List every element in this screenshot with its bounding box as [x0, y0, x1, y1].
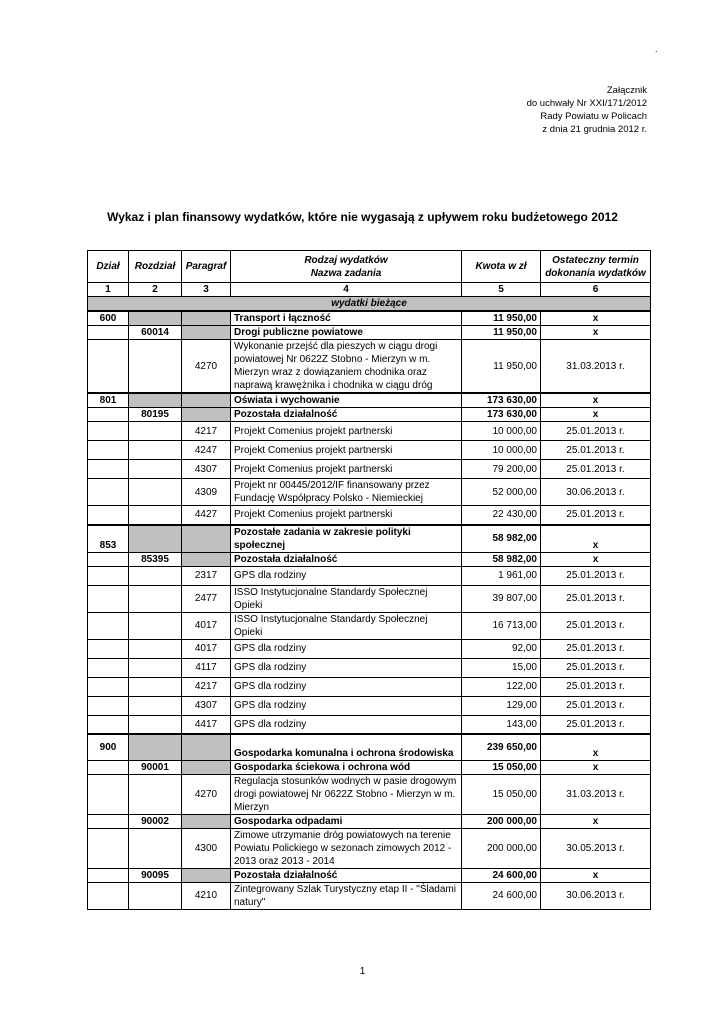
cell-paragraf: 4300 — [182, 828, 231, 868]
cell-kwota: 79 200,00 — [462, 460, 541, 479]
cell-termin: 25.01.2013 r. — [541, 441, 651, 460]
cell-paragraf: 2317 — [182, 566, 231, 585]
table-row — [88, 422, 651, 441]
cell-dzial — [88, 422, 129, 441]
cell-dzial: 801 — [88, 393, 129, 408]
cell-paragraf — [182, 552, 231, 566]
table-row — [88, 774, 651, 814]
cell-rozdzial — [129, 311, 182, 326]
corner-mark: . — [655, 44, 658, 54]
cell-name: Transport i łączność — [231, 311, 462, 326]
cell-paragraf: 4270 — [182, 774, 231, 814]
cell-paragraf — [182, 760, 231, 774]
cell-dzial — [88, 340, 129, 394]
cell-dzial — [88, 506, 129, 525]
cell-dzial — [88, 814, 129, 828]
cell-dzial — [88, 639, 129, 658]
cell-termin: 31.03.2013 r. — [541, 774, 651, 814]
table-row — [88, 311, 651, 326]
cell-rozdzial — [129, 422, 182, 441]
cell-termin: x — [541, 814, 651, 828]
cell-name: Pozostała działalność — [231, 408, 462, 422]
table-row — [88, 566, 651, 585]
cell-rozdzial — [129, 774, 182, 814]
cell-kwota: 52 000,00 — [462, 479, 541, 506]
header-paragraf: Paragraf — [182, 251, 231, 283]
table-row — [88, 408, 651, 422]
cell-dzial — [88, 612, 129, 639]
cell-kwota: 22 430,00 — [462, 506, 541, 525]
cell-kwota: 16 713,00 — [462, 612, 541, 639]
cell-paragraf — [182, 734, 231, 760]
cell-dzial — [88, 696, 129, 715]
cell-rozdzial — [129, 585, 182, 612]
cell-kwota: 10 000,00 — [462, 441, 541, 460]
cell-rozdzial — [129, 566, 182, 585]
cell-kwota: 11 950,00 — [462, 326, 541, 340]
cell-kwota: 15 050,00 — [462, 774, 541, 814]
cell-paragraf — [182, 525, 231, 553]
cell-kwota: 24 600,00 — [462, 882, 541, 909]
cell-kwota: 24 600,00 — [462, 868, 541, 882]
cell-name: ISSO Instytucjonalne Standardy Społecznej Opieki — [231, 585, 462, 612]
cell-paragraf: 4427 — [182, 506, 231, 525]
cell-name: GPS dla rodziny — [231, 639, 462, 658]
cell-paragraf — [182, 814, 231, 828]
table-row — [88, 340, 651, 394]
cell-dzial — [88, 326, 129, 340]
expenditure-table — [87, 250, 651, 910]
header-termin — [541, 251, 651, 283]
header-termin-line2: dokonania wydatków — [545, 267, 646, 279]
cell-paragraf: 4309 — [182, 479, 231, 506]
cell-termin: 30.05.2013 r. — [541, 828, 651, 868]
cell-rozdzial — [129, 479, 182, 506]
cell-paragraf — [182, 393, 231, 408]
cell-dzial — [88, 715, 129, 734]
cell-name: GPS dla rodziny — [231, 696, 462, 715]
cell-paragraf: 4210 — [182, 882, 231, 909]
cell-name: Projekt Comenius projekt partnerski — [231, 441, 462, 460]
page-number: 1 — [359, 966, 366, 977]
cell-dzial — [88, 585, 129, 612]
cell-termin: 25.01.2013 r. — [541, 566, 651, 585]
cell-name: Zintegrowany Szlak Turystyczny etap II - "Śladami natury" — [231, 882, 462, 909]
cell-name: Drogi publiczne powiatowe — [231, 326, 462, 340]
cell-dzial — [88, 677, 129, 696]
cell-termin: x — [541, 525, 651, 553]
cell-kwota: 58 982,00 — [462, 552, 541, 566]
cell-rozdzial: 85395 — [129, 552, 182, 566]
cell-kwota: 58 982,00 — [462, 525, 541, 553]
cell-paragraf: 4307 — [182, 696, 231, 715]
table-row — [88, 525, 651, 553]
cell-termin: 25.01.2013 r. — [541, 639, 651, 658]
cell-kwota: 173 630,00 — [462, 393, 541, 408]
cell-name: Projekt nr 00445/2012/IF finansowany przez Fundację Współpracy Polsko - Niemieckiej — [231, 479, 462, 506]
cell-name: GPS dla rodziny — [231, 658, 462, 677]
cell-rozdzial — [129, 639, 182, 658]
cell-termin: 31.03.2013 r. — [541, 340, 651, 394]
cell-rozdzial — [129, 696, 182, 715]
cell-kwota: 10 000,00 — [462, 422, 541, 441]
cell-paragraf: 4017 — [182, 612, 231, 639]
cell-paragraf — [182, 408, 231, 422]
cell-dzial — [88, 774, 129, 814]
cell-rozdzial: 60014 — [129, 326, 182, 340]
table-row — [88, 734, 651, 760]
cell-paragraf — [182, 868, 231, 882]
cell-dzial: 600 — [88, 311, 129, 326]
cell-name: Gospodarka komunalna i ochrona środowiska — [231, 734, 462, 760]
table-row — [88, 828, 651, 868]
cell-termin: x — [541, 552, 651, 566]
cell-kwota: 39 807,00 — [462, 585, 541, 612]
cell-rozdzial — [129, 828, 182, 868]
cell-name: Pozostała działalność — [231, 552, 462, 566]
cell-name: Projekt Comenius projekt partnerski — [231, 506, 462, 525]
attachment-line: Załącznik — [606, 85, 647, 96]
cell-kwota: 1 961,00 — [462, 566, 541, 585]
cell-rozdzial — [129, 882, 182, 909]
column-number: 6 — [541, 283, 651, 297]
table-row — [88, 460, 651, 479]
cell-kwota: 200 000,00 — [462, 814, 541, 828]
header-dzial: Dział — [88, 251, 129, 283]
cell-termin: x — [541, 393, 651, 408]
cell-name: Oświata i wychowanie — [231, 393, 462, 408]
cell-rozdzial — [129, 612, 182, 639]
cell-dzial — [88, 552, 129, 566]
cell-rozdzial — [129, 525, 182, 553]
table-row — [88, 612, 651, 639]
cell-termin: x — [541, 734, 651, 760]
cell-termin: 25.01.2013 r. — [541, 677, 651, 696]
column-number: 2 — [129, 283, 182, 297]
cell-dzial — [88, 479, 129, 506]
cell-kwota: 239 650,00 — [462, 734, 541, 760]
section-label: wydatki bieżące — [88, 297, 651, 312]
cell-termin: x — [541, 868, 651, 882]
cell-dzial — [88, 868, 129, 882]
column-number-row — [88, 283, 651, 297]
cell-dzial — [88, 828, 129, 868]
table-row — [88, 441, 651, 460]
cell-dzial — [88, 441, 129, 460]
cell-paragraf: 4217 — [182, 677, 231, 696]
cell-paragraf: 2477 — [182, 585, 231, 612]
table-row — [88, 585, 651, 612]
cell-dzial — [88, 566, 129, 585]
cell-kwota: 143,00 — [462, 715, 541, 734]
column-number: 3 — [182, 283, 231, 297]
cell-kwota: 173 630,00 — [462, 408, 541, 422]
cell-name: Zimowe utrzymanie dróg powiatowych na terenie Powiatu Polickiego w sezonach zimowych 2012 - 2013 oraz 2013 - 2014 — [231, 828, 462, 868]
cell-rozdzial: 90095 — [129, 868, 182, 882]
cell-dzial — [88, 460, 129, 479]
cell-name: Regulacja stosunków wodnych w pasie drogowym drogi powiatowej Nr 0622Z Stobno - Mierzyn w m. Mierzyn — [231, 774, 462, 814]
table-row — [88, 868, 651, 882]
cell-termin: x — [541, 760, 651, 774]
cell-dzial — [88, 882, 129, 909]
cell-name: Projekt Comenius projekt partnerski — [231, 422, 462, 441]
cell-termin: 25.01.2013 r. — [541, 585, 651, 612]
cell-dzial: 853 — [88, 525, 129, 553]
attachment-line: do uchwały Nr XXI/171/2012 — [526, 98, 647, 109]
cell-name: GPS dla rodziny — [231, 677, 462, 696]
table-row — [88, 715, 651, 734]
table-row — [88, 882, 651, 909]
cell-termin: x — [541, 326, 651, 340]
cell-paragraf — [182, 326, 231, 340]
cell-paragraf: 4117 — [182, 658, 231, 677]
header-rodzaj-line1: Rodzaj wydatków — [304, 254, 388, 266]
section-row — [88, 297, 651, 312]
cell-rozdzial: 90002 — [129, 814, 182, 828]
cell-rozdzial — [129, 677, 182, 696]
attachment-header — [527, 84, 647, 136]
header-termin-line1: Ostateczny termin — [552, 254, 639, 266]
column-number: 4 — [231, 283, 462, 297]
header-rodzaj-line2: Nazwa zadania — [310, 267, 382, 279]
cell-termin: 25.01.2013 r. — [541, 715, 651, 734]
cell-dzial — [88, 760, 129, 774]
cell-kwota: 129,00 — [462, 696, 541, 715]
cell-rozdzial — [129, 734, 182, 760]
cell-termin: x — [541, 408, 651, 422]
cell-kwota: 11 950,00 — [462, 340, 541, 394]
cell-name: GPS dla rodziny — [231, 715, 462, 734]
table-row — [88, 552, 651, 566]
column-number: 1 — [88, 283, 129, 297]
cell-name: Projekt Comenius projekt partnerski — [231, 460, 462, 479]
cell-rozdzial: 90001 — [129, 760, 182, 774]
cell-dzial — [88, 408, 129, 422]
cell-dzial: 900 — [88, 734, 129, 760]
cell-dzial — [88, 658, 129, 677]
table-row — [88, 393, 651, 408]
cell-name: Pozostała działalność — [231, 868, 462, 882]
cell-paragraf: 4417 — [182, 715, 231, 734]
cell-rozdzial — [129, 506, 182, 525]
attachment-line: z dnia 21 grudnia 2012 r. — [542, 124, 647, 135]
cell-paragraf: 4307 — [182, 460, 231, 479]
cell-termin: 25.01.2013 r. — [541, 422, 651, 441]
table-row — [88, 506, 651, 525]
cell-paragraf: 4270 — [182, 340, 231, 394]
cell-termin: 25.01.2013 r. — [541, 612, 651, 639]
cell-rozdzial — [129, 715, 182, 734]
cell-name: GPS dla rodziny — [231, 566, 462, 585]
header-kwota: Kwota w zł — [462, 251, 541, 283]
cell-rozdzial — [129, 393, 182, 408]
cell-rozdzial — [129, 658, 182, 677]
cell-kwota: 11 950,00 — [462, 311, 541, 326]
table-row — [88, 326, 651, 340]
cell-rozdzial — [129, 340, 182, 394]
table-row — [88, 677, 651, 696]
header-rozdzial: Rozdział — [129, 251, 182, 283]
cell-termin: 25.01.2013 r. — [541, 506, 651, 525]
cell-termin: 25.01.2013 r. — [541, 696, 651, 715]
cell-termin: 25.01.2013 r. — [541, 658, 651, 677]
cell-rozdzial — [129, 460, 182, 479]
attachment-line: Rady Powiatu w Policach — [540, 111, 647, 122]
cell-name: Gospodarka odpadami — [231, 814, 462, 828]
column-number: 5 — [462, 283, 541, 297]
cell-name: ISSO Instytucjonalne Standardy Społecznej Opieki — [231, 612, 462, 639]
cell-kwota: 200 000,00 — [462, 828, 541, 868]
table-row — [88, 639, 651, 658]
cell-paragraf: 4247 — [182, 441, 231, 460]
header-rodzaj — [231, 251, 462, 283]
table-header-row — [88, 251, 651, 283]
cell-rozdzial: 80195 — [129, 408, 182, 422]
cell-termin: 30.06.2013 r. — [541, 479, 651, 506]
cell-paragraf: 4217 — [182, 422, 231, 441]
cell-name: Pozostałe zadania w zakresie polityki społecznej — [231, 525, 462, 553]
cell-kwota: 92,00 — [462, 639, 541, 658]
cell-rozdzial — [129, 441, 182, 460]
table-row — [88, 696, 651, 715]
cell-name: Wykonanie przejść dla pieszych w ciągu drogi powiatowej Nr 0622Z Stobno - Mierzyn w m. Mierzyn wraz z dowiązaniem chodnika oraz naprawą krawężnika i chodnika w ciągu dróg — [231, 340, 462, 394]
cell-kwota: 15,00 — [462, 658, 541, 677]
table-row — [88, 814, 651, 828]
table-row — [88, 479, 651, 506]
cell-paragraf: 4017 — [182, 639, 231, 658]
cell-termin: 25.01.2013 r. — [541, 460, 651, 479]
table-row — [88, 658, 651, 677]
cell-kwota: 15 050,00 — [462, 760, 541, 774]
cell-termin: x — [541, 311, 651, 326]
cell-name: Gospodarka ściekowa i ochrona wód — [231, 760, 462, 774]
cell-paragraf — [182, 311, 231, 326]
table-row — [88, 760, 651, 774]
cell-kwota: 122,00 — [462, 677, 541, 696]
cell-termin: 30.06.2013 r. — [541, 882, 651, 909]
document-title: Wykaz i plan finansowy wydatków, które nie wygasają z upływem roku budżetowego 2012 — [107, 210, 618, 224]
